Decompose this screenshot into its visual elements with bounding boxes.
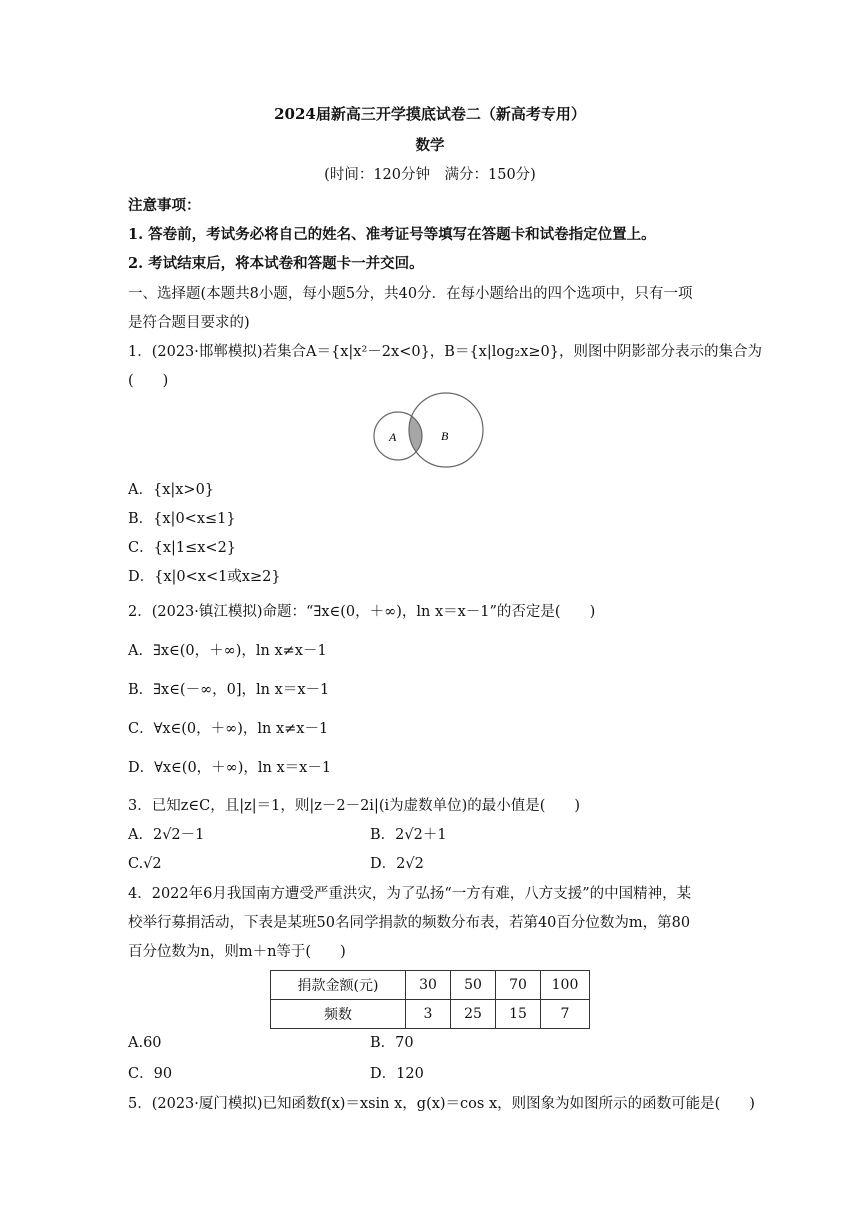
subject-title: 数学 [415, 137, 445, 154]
table-cell: 100 [541, 971, 590, 1000]
venn-label-a: A [389, 430, 397, 444]
donation-frequency-table [270, 970, 590, 1029]
q4-option-a: A.60 [128, 1035, 162, 1051]
q1-option-b: B．{x|0<x≤1} [128, 511, 236, 527]
q3-option-d: D．2√2 [370, 856, 424, 872]
section-heading-line2: 是符合题目要求的) [128, 315, 250, 331]
q3-option-b: B．2√2＋1 [370, 827, 447, 843]
q1-stem-line1: 1．(2023·邯郸模拟)若集合A＝{x|x²－2x<0}，B＝{x|log₂x≥0}，则图中阴影部分表示的集合为 [128, 344, 762, 360]
q2-stem: 2．(2023·镇江模拟)命题：“∃x∈(0，＋∞)，ln x＝x－1”的否定是( ) [128, 604, 596, 620]
table-cell: 3 [406, 1000, 451, 1029]
q1-option-c: C．{x|1≤x<2} [128, 540, 237, 556]
table-cell: 30 [406, 971, 451, 1000]
table-cell: 捐款金额(元) [271, 971, 406, 1000]
q4-stem-line2: 校举行募捐活动，下表是某班50名同学捐款的频数分布表，若第40百分位数为m，第80 [128, 915, 691, 931]
q2-option-b: B．∃x∈(－∞，0]，ln x＝x－1 [128, 682, 330, 698]
exam-title: 2024届新高三开学摸底试卷二（新高考专用） [274, 105, 586, 123]
table-cell: 7 [541, 1000, 590, 1029]
q4-stem-line3: 百分位数为n，则m＋n等于( ) [128, 944, 346, 960]
venn-diagram [370, 392, 490, 472]
q3-option-a: A．2√2－1 [128, 827, 205, 843]
table-row [271, 1000, 590, 1029]
q4-option-c: C．90 [128, 1066, 173, 1082]
notice-item-1: 1. 答卷前，考试务必将自己的姓名、准考证号等填写在答题卡和试卷指定位置上。 [128, 226, 656, 243]
q1-stem-line2: ( ) [128, 373, 169, 389]
q2-option-c: C．∀x∈(0，＋∞)，ln x≠x－1 [128, 721, 329, 737]
q2-option-a: A．∃x∈(0，＋∞)，ln x≠x－1 [128, 643, 327, 659]
table-cell: 50 [451, 971, 496, 1000]
q4-option-b: B．70 [370, 1035, 414, 1051]
notice-item-2: 2. 考试结束后，将本试卷和答题卡一并交回。 [128, 255, 424, 272]
q4-option-d: D．120 [370, 1066, 424, 1082]
q1-option-a: A．{x|x>0} [128, 482, 215, 498]
q5-stem: 5．(2023·厦门模拟)已知函数f(x)＝xsin x，g(x)＝cos x，则图象为如图所示的函数可能是( ) [128, 1096, 755, 1112]
q1-option-d: D．{x|0<x<1或x≥2} [128, 569, 281, 585]
section-heading-line1: 一、选择题(本题共8小题，每小题5分，共40分．在每小题给出的四个选项中，只有一项 [128, 286, 693, 302]
q2-option-d: D．∀x∈(0，＋∞)，ln x＝x－1 [128, 760, 332, 776]
notice-heading: 注意事项： [128, 197, 201, 214]
time-info: (时间：120分钟 满分：150分) [324, 167, 536, 183]
q3-stem: 3．已知z∈C，且|z|＝1，则|z－2－2i|(i为虚数单位)的最小值是( ) [128, 798, 581, 814]
table-cell: 频数 [271, 1000, 406, 1029]
table-row [271, 971, 590, 1000]
table-cell: 25 [451, 1000, 496, 1029]
table-cell: 70 [496, 971, 541, 1000]
q3-option-c: C.√2 [128, 856, 162, 872]
q4-stem-line1: 4．2022年6月我国南方遭受严重洪灾，为了弘扬“一方有难，八方支援”的中国精神，某 [128, 886, 692, 902]
venn-label-b: B [441, 429, 449, 443]
table-cell: 15 [496, 1000, 541, 1029]
